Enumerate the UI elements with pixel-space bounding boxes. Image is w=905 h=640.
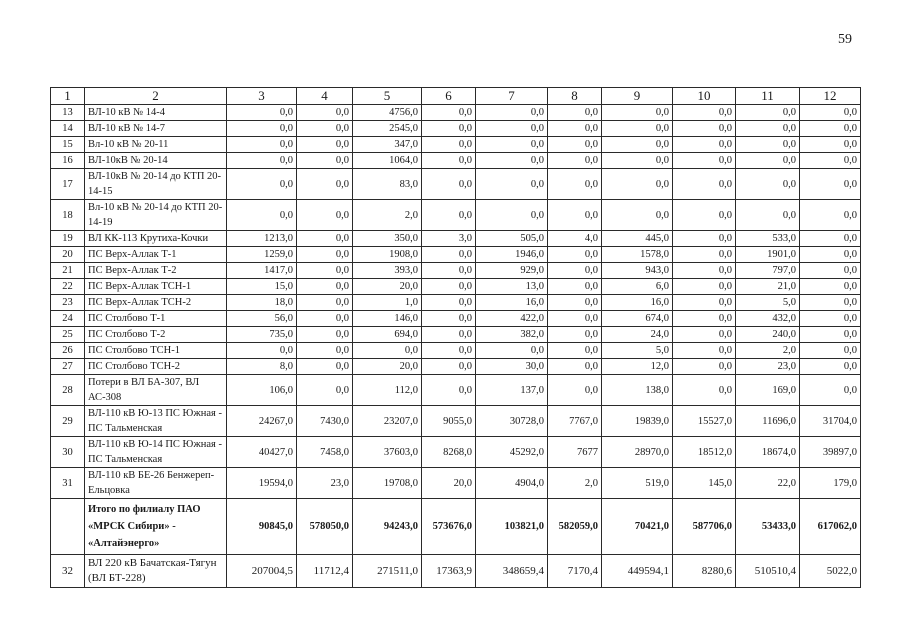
- value-cell: 16,0: [602, 295, 673, 311]
- row-number: 19: [51, 231, 85, 247]
- value-cell: 432,0: [736, 311, 800, 327]
- value-cell: 0,0: [548, 295, 602, 311]
- row-name: ПС Верх-Аллак ТСН-1: [85, 279, 227, 295]
- value-cell: 4904,0: [476, 468, 548, 499]
- row-number: 32: [51, 555, 85, 588]
- row-name: ПС Верх-Аллак Т-1: [85, 247, 227, 263]
- value-cell: 31704,0: [800, 406, 861, 437]
- value-cell: 694,0: [353, 327, 422, 343]
- column-header: 5: [353, 88, 422, 105]
- table-body: [51, 105, 861, 588]
- value-cell: 15527,0: [673, 406, 736, 437]
- table-row: [51, 437, 861, 468]
- value-cell: 53433,0: [736, 499, 800, 555]
- table-row: [51, 375, 861, 406]
- value-cell: 21,0: [736, 279, 800, 295]
- value-cell: 103821,0: [476, 499, 548, 555]
- value-cell: 18674,0: [736, 437, 800, 468]
- value-cell: 1901,0: [736, 247, 800, 263]
- value-cell: 1578,0: [602, 247, 673, 263]
- table-row: [51, 295, 861, 311]
- value-cell: 179,0: [800, 468, 861, 499]
- value-cell: 0,0: [476, 343, 548, 359]
- value-cell: 449594,1: [602, 555, 673, 588]
- value-cell: 0,0: [800, 169, 861, 200]
- value-cell: 0,0: [800, 105, 861, 121]
- table-row: [51, 343, 861, 359]
- row-number: 15: [51, 137, 85, 153]
- table-row: [51, 327, 861, 343]
- value-cell: 0,0: [736, 169, 800, 200]
- column-header: 1: [51, 88, 85, 105]
- value-cell: 8,0: [227, 359, 297, 375]
- value-cell: 70421,0: [602, 499, 673, 555]
- row-name: ВЛ-10кВ № 20-14 до КТП 20-14-15: [85, 169, 227, 200]
- value-cell: 0,0: [548, 375, 602, 406]
- value-cell: 0,0: [736, 121, 800, 137]
- column-header: 10: [673, 88, 736, 105]
- value-cell: 735,0: [227, 327, 297, 343]
- row-number: 22: [51, 279, 85, 295]
- table-row: [51, 359, 861, 375]
- value-cell: 22,0: [736, 468, 800, 499]
- value-cell: 90845,0: [227, 499, 297, 555]
- table-row: [51, 247, 861, 263]
- value-cell: 505,0: [476, 231, 548, 247]
- value-cell: 0,0: [476, 153, 548, 169]
- value-cell: 37603,0: [353, 437, 422, 468]
- table-row: [51, 121, 861, 137]
- value-cell: 20,0: [353, 359, 422, 375]
- row-number: 29: [51, 406, 85, 437]
- table-row: [51, 263, 861, 279]
- value-cell: 0,0: [297, 359, 353, 375]
- value-cell: 0,0: [297, 327, 353, 343]
- value-cell: 0,0: [673, 311, 736, 327]
- value-cell: 56,0: [227, 311, 297, 327]
- value-cell: 0,0: [297, 169, 353, 200]
- value-cell: 0,0: [422, 169, 476, 200]
- row-number: 13: [51, 105, 85, 121]
- value-cell: 0,0: [800, 327, 861, 343]
- table-row: [51, 311, 861, 327]
- value-cell: 0,0: [227, 153, 297, 169]
- value-cell: 30,0: [476, 359, 548, 375]
- value-cell: 578050,0: [297, 499, 353, 555]
- value-cell: 0,0: [673, 200, 736, 231]
- row-name: Итого по филиалу ПАО «МРСК Сибири» - «Алтайэнерго»: [85, 499, 227, 555]
- row-name: ПС Столбово ТСН-2: [85, 359, 227, 375]
- value-cell: 0,0: [297, 153, 353, 169]
- value-cell: 0,0: [800, 375, 861, 406]
- value-cell: 0,0: [602, 153, 673, 169]
- value-cell: 18,0: [227, 295, 297, 311]
- row-name: Вл-10 кВ № 20-14 до КТП 20-14-19: [85, 200, 227, 231]
- value-cell: 17363,9: [422, 555, 476, 588]
- value-cell: 0,0: [800, 121, 861, 137]
- value-cell: 5022,0: [800, 555, 861, 588]
- value-cell: 0,0: [422, 343, 476, 359]
- value-cell: 7458,0: [297, 437, 353, 468]
- value-cell: 39897,0: [800, 437, 861, 468]
- value-cell: 582059,0: [548, 499, 602, 555]
- value-cell: 40427,0: [227, 437, 297, 468]
- row-name: ВЛ-110 кВ Ю-13 ПС Южная - ПС Тальменская: [85, 406, 227, 437]
- table-row: [51, 468, 861, 499]
- value-cell: 1417,0: [227, 263, 297, 279]
- value-cell: 145,0: [673, 468, 736, 499]
- value-cell: 19839,0: [602, 406, 673, 437]
- value-cell: 8280,6: [673, 555, 736, 588]
- value-cell: 0,0: [673, 327, 736, 343]
- value-cell: 0,0: [548, 200, 602, 231]
- value-cell: 0,0: [422, 295, 476, 311]
- value-cell: 23,0: [736, 359, 800, 375]
- table-row: [51, 499, 861, 555]
- value-cell: 0,0: [673, 375, 736, 406]
- value-cell: 0,0: [227, 137, 297, 153]
- value-cell: 382,0: [476, 327, 548, 343]
- row-name: ПС Столбово Т-1: [85, 311, 227, 327]
- value-cell: 0,0: [548, 105, 602, 121]
- value-cell: 0,0: [422, 375, 476, 406]
- value-cell: 0,0: [602, 200, 673, 231]
- column-header: 3: [227, 88, 297, 105]
- row-name: ВЛ-110 кВ БЕ-26 Бенжереп-Ельцовка: [85, 468, 227, 499]
- value-cell: 0,0: [673, 247, 736, 263]
- value-cell: 1,0: [353, 295, 422, 311]
- value-cell: 13,0: [476, 279, 548, 295]
- column-header: 11: [736, 88, 800, 105]
- value-cell: 0,0: [800, 295, 861, 311]
- value-cell: 0,0: [476, 169, 548, 200]
- value-cell: 19708,0: [353, 468, 422, 499]
- value-cell: 0,0: [602, 137, 673, 153]
- table-row: [51, 279, 861, 295]
- row-number: 25: [51, 327, 85, 343]
- value-cell: 0,0: [476, 200, 548, 231]
- row-number: 14: [51, 121, 85, 137]
- value-cell: 24,0: [602, 327, 673, 343]
- value-cell: 393,0: [353, 263, 422, 279]
- value-cell: 0,0: [548, 359, 602, 375]
- value-cell: 106,0: [227, 375, 297, 406]
- value-cell: 16,0: [476, 295, 548, 311]
- row-name: Вл-10 кВ № 20-11: [85, 137, 227, 153]
- value-cell: 350,0: [353, 231, 422, 247]
- value-cell: 0,0: [673, 105, 736, 121]
- row-name: ПС Столбово ТСН-1: [85, 343, 227, 359]
- row-name: ВЛ-10 кВ № 14-4: [85, 105, 227, 121]
- value-cell: 0,0: [800, 343, 861, 359]
- value-cell: 0,0: [227, 200, 297, 231]
- value-cell: 0,0: [800, 153, 861, 169]
- value-cell: 0,0: [548, 169, 602, 200]
- value-cell: 348659,4: [476, 555, 548, 588]
- column-header: 7: [476, 88, 548, 105]
- value-cell: 2,0: [736, 343, 800, 359]
- value-cell: 0,0: [297, 375, 353, 406]
- value-cell: 0,0: [800, 311, 861, 327]
- value-cell: 9055,0: [422, 406, 476, 437]
- row-name: ПС Верх-Аллак ТСН-2: [85, 295, 227, 311]
- value-cell: 0,0: [476, 105, 548, 121]
- row-number: 30: [51, 437, 85, 468]
- table-row: [51, 200, 861, 231]
- row-number: 31: [51, 468, 85, 499]
- row-number: 20: [51, 247, 85, 263]
- value-cell: 24267,0: [227, 406, 297, 437]
- value-cell: 0,0: [673, 343, 736, 359]
- value-cell: 0,0: [476, 137, 548, 153]
- value-cell: 138,0: [602, 375, 673, 406]
- value-cell: 422,0: [476, 311, 548, 327]
- value-cell: 0,0: [673, 231, 736, 247]
- value-cell: 28970,0: [602, 437, 673, 468]
- value-cell: 797,0: [736, 263, 800, 279]
- value-cell: 169,0: [736, 375, 800, 406]
- value-cell: 0,0: [297, 231, 353, 247]
- row-number: 18: [51, 200, 85, 231]
- row-number: 24: [51, 311, 85, 327]
- value-cell: 1946,0: [476, 247, 548, 263]
- value-cell: 30728,0: [476, 406, 548, 437]
- row-number: 26: [51, 343, 85, 359]
- value-cell: 4,0: [548, 231, 602, 247]
- row-number: 21: [51, 263, 85, 279]
- value-cell: 0,0: [800, 279, 861, 295]
- value-cell: 510510,4: [736, 555, 800, 588]
- value-cell: 20,0: [353, 279, 422, 295]
- value-cell: 0,0: [297, 105, 353, 121]
- value-cell: 7430,0: [297, 406, 353, 437]
- row-number: 27: [51, 359, 85, 375]
- value-cell: 146,0: [353, 311, 422, 327]
- header-row: [51, 88, 861, 105]
- data-table: [50, 87, 861, 588]
- value-cell: 0,0: [548, 121, 602, 137]
- value-cell: 0,0: [422, 327, 476, 343]
- value-cell: 0,0: [227, 121, 297, 137]
- row-name: ПС Верх-Аллак Т-2: [85, 263, 227, 279]
- value-cell: 15,0: [227, 279, 297, 295]
- value-cell: 6,0: [602, 279, 673, 295]
- value-cell: 0,0: [422, 263, 476, 279]
- value-cell: 0,0: [297, 200, 353, 231]
- row-number: 16: [51, 153, 85, 169]
- row-number: [51, 499, 85, 555]
- value-cell: 0,0: [602, 105, 673, 121]
- value-cell: 2,0: [548, 468, 602, 499]
- value-cell: 0,0: [548, 327, 602, 343]
- value-cell: 12,0: [602, 359, 673, 375]
- value-cell: 0,0: [548, 137, 602, 153]
- value-cell: 573676,0: [422, 499, 476, 555]
- value-cell: 0,0: [602, 121, 673, 137]
- value-cell: 7677: [548, 437, 602, 468]
- value-cell: 137,0: [476, 375, 548, 406]
- value-cell: 94243,0: [353, 499, 422, 555]
- value-cell: 19594,0: [227, 468, 297, 499]
- row-name: ПС Столбово Т-2: [85, 327, 227, 343]
- value-cell: 207004,5: [227, 555, 297, 588]
- row-name: ВЛ-10кВ № 20-14: [85, 153, 227, 169]
- table-row: [51, 137, 861, 153]
- value-cell: 112,0: [353, 375, 422, 406]
- value-cell: 0,0: [476, 121, 548, 137]
- value-cell: 0,0: [422, 137, 476, 153]
- value-cell: 0,0: [673, 295, 736, 311]
- value-cell: 0,0: [227, 169, 297, 200]
- value-cell: 1213,0: [227, 231, 297, 247]
- value-cell: 0,0: [548, 343, 602, 359]
- value-cell: 0,0: [227, 343, 297, 359]
- value-cell: 8268,0: [422, 437, 476, 468]
- value-cell: 929,0: [476, 263, 548, 279]
- value-cell: 20,0: [422, 468, 476, 499]
- value-cell: 7170,4: [548, 555, 602, 588]
- value-cell: 240,0: [736, 327, 800, 343]
- row-name: Потери в ВЛ БА-307, ВЛ АС-308: [85, 375, 227, 406]
- row-number: 28: [51, 375, 85, 406]
- value-cell: 445,0: [602, 231, 673, 247]
- value-cell: 11712,4: [297, 555, 353, 588]
- value-cell: 0,0: [422, 153, 476, 169]
- value-cell: 0,0: [422, 311, 476, 327]
- value-cell: 0,0: [548, 279, 602, 295]
- value-cell: 0,0: [673, 121, 736, 137]
- value-cell: 1259,0: [227, 247, 297, 263]
- value-cell: 0,0: [800, 137, 861, 153]
- value-cell: 23,0: [297, 468, 353, 499]
- table-row: [51, 406, 861, 437]
- value-cell: 0,0: [736, 105, 800, 121]
- value-cell: 3,0: [422, 231, 476, 247]
- value-cell: 0,0: [548, 153, 602, 169]
- value-cell: 0,0: [297, 137, 353, 153]
- value-cell: 533,0: [736, 231, 800, 247]
- value-cell: 943,0: [602, 263, 673, 279]
- value-cell: 0,0: [673, 169, 736, 200]
- row-name: ВЛ-10 кВ № 14-7: [85, 121, 227, 137]
- value-cell: 0,0: [227, 105, 297, 121]
- value-cell: 674,0: [602, 311, 673, 327]
- value-cell: 0,0: [422, 279, 476, 295]
- value-cell: 0,0: [548, 311, 602, 327]
- value-cell: 587706,0: [673, 499, 736, 555]
- value-cell: 0,0: [422, 200, 476, 231]
- value-cell: 0,0: [548, 263, 602, 279]
- value-cell: 0,0: [297, 247, 353, 263]
- value-cell: 0,0: [673, 359, 736, 375]
- table-row: [51, 105, 861, 121]
- column-header: 12: [800, 88, 861, 105]
- column-header: 6: [422, 88, 476, 105]
- value-cell: 347,0: [353, 137, 422, 153]
- value-cell: 0,0: [800, 247, 861, 263]
- value-cell: 0,0: [422, 359, 476, 375]
- value-cell: 11696,0: [736, 406, 800, 437]
- column-header: 9: [602, 88, 673, 105]
- row-number: 17: [51, 169, 85, 200]
- value-cell: 0,0: [422, 121, 476, 137]
- value-cell: 0,0: [297, 121, 353, 137]
- value-cell: 5,0: [602, 343, 673, 359]
- value-cell: 0,0: [297, 295, 353, 311]
- value-cell: 0,0: [422, 247, 476, 263]
- row-number: 23: [51, 295, 85, 311]
- row-name: ВЛ 220 кВ Бачатская-Тягун (ВЛ БТ-228): [85, 555, 227, 588]
- row-name: ВЛ КК-113 Крутиха-Кочки: [85, 231, 227, 247]
- table-row: [51, 555, 861, 588]
- value-cell: 1908,0: [353, 247, 422, 263]
- value-cell: 0,0: [297, 311, 353, 327]
- value-cell: 0,0: [673, 137, 736, 153]
- column-header: 8: [548, 88, 602, 105]
- value-cell: 0,0: [673, 279, 736, 295]
- value-cell: 0,0: [548, 247, 602, 263]
- value-cell: 1064,0: [353, 153, 422, 169]
- value-cell: 0,0: [800, 200, 861, 231]
- value-cell: 519,0: [602, 468, 673, 499]
- value-cell: 0,0: [602, 169, 673, 200]
- value-cell: 18512,0: [673, 437, 736, 468]
- value-cell: 23207,0: [353, 406, 422, 437]
- value-cell: 0,0: [297, 263, 353, 279]
- value-cell: 2545,0: [353, 121, 422, 137]
- table-row: [51, 231, 861, 247]
- value-cell: 0,0: [673, 153, 736, 169]
- page-number: 59: [838, 32, 852, 47]
- value-cell: 5,0: [736, 295, 800, 311]
- table-row: [51, 169, 861, 200]
- value-cell: 83,0: [353, 169, 422, 200]
- value-cell: 0,0: [736, 200, 800, 231]
- value-cell: 0,0: [800, 359, 861, 375]
- value-cell: 0,0: [297, 343, 353, 359]
- value-cell: 45292,0: [476, 437, 548, 468]
- value-cell: 0,0: [297, 279, 353, 295]
- value-cell: 617062,0: [800, 499, 861, 555]
- value-cell: 0,0: [353, 343, 422, 359]
- table-row: [51, 153, 861, 169]
- row-name: ВЛ-110 кВ Ю-14 ПС Южная - ПС Тальменская: [85, 437, 227, 468]
- value-cell: 0,0: [673, 263, 736, 279]
- value-cell: 0,0: [736, 153, 800, 169]
- value-cell: 0,0: [422, 105, 476, 121]
- value-cell: 7767,0: [548, 406, 602, 437]
- column-header: 4: [297, 88, 353, 105]
- value-cell: 4756,0: [353, 105, 422, 121]
- value-cell: 0,0: [736, 137, 800, 153]
- value-cell: 271511,0: [353, 555, 422, 588]
- value-cell: 0,0: [800, 263, 861, 279]
- value-cell: 0,0: [800, 231, 861, 247]
- value-cell: 2,0: [353, 200, 422, 231]
- column-header: 2: [85, 88, 227, 105]
